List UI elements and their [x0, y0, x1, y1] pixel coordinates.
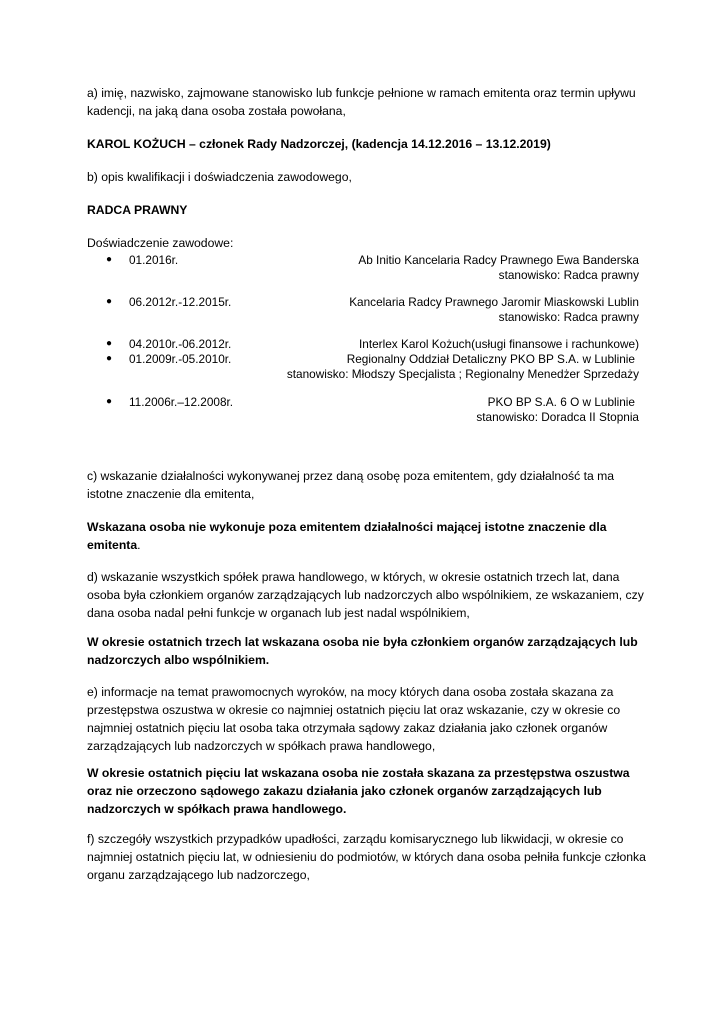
experience-position: stanowisko: Radca prawny: [498, 310, 639, 324]
experience-position-row: [87, 408, 639, 426]
bullet-icon: ●: [106, 338, 113, 349]
profession: RADCA PRAWNY: [87, 203, 188, 217]
section-f-question: f) szczegóły wszystkich przypadków upadłości, zarządu komisarycznego lub likwidacji, w okresie co najmniej ostatnich pięciu lat, w odniesieniu do podmiotów, w których dana osoba pełniła funkcje członka organu zarządzającego lub nadzorczego,: [87, 832, 646, 882]
section-a-question: a) imię, nazwisko, zajmowane stanowisko lub funkcje pełnione w ramach emitenta oraz termin upływu kadencji, na jaką dana osoba została powołana,: [87, 86, 636, 118]
section-b-question: b) opis kwalifikacji i doświadczenia zawodowego,: [87, 170, 352, 184]
experience-period: 01.2009r.-05.2010r.: [129, 352, 232, 366]
experience-position: stanowisko: Radca prawny: [498, 268, 639, 282]
experience-employer: Kancelaria Radcy Prawnego Jaromir Miaskowski Lublin: [349, 295, 639, 309]
section-c-answer-paragraph: [87, 518, 647, 554]
experience-period: 11.2006r.–12.2008r.: [129, 395, 234, 409]
experience-position-row: [87, 308, 639, 326]
bullet-icon: ●: [106, 353, 113, 364]
section-c-question: c) wskazanie działalności wykonywanej przez daną osobę poza emitentem, gdy działalność ta ma istotne znaczenie dla emitenta,: [87, 469, 615, 501]
section-d-question: d) wskazanie wszystkich spółek prawa handlowego, w których, w okresie ostatnich trzech lat, dana osoba była członkiem organów zarządzających lub nadzorczych albo wspólnikiem, ze wskazaniem, czy dana osoba nadal pełni funkcje w organach lub jest nadal wspólnikiem,: [87, 570, 644, 620]
experience-employer: Regionalny Oddział Detaliczny PKO BP S.A. w Lublinie: [346, 352, 635, 366]
section-a-answer: KAROL KOŻUCH – członek Rady Nadzorczej, (kadencja 14.12.2016 – 13.12.2019): [87, 137, 551, 151]
bullet-icon: ●: [106, 396, 113, 407]
experience-period: 06.2012r.-12.2015r.: [129, 295, 232, 309]
experience-employer: Interlex Karol Kożuch(usługi finansowe i rachunkowe): [359, 337, 639, 351]
experience-period: 01.2016r.: [129, 253, 179, 267]
section-c-answer: Wskazana osoba nie wykonuje poza emitentem działalności mającej istotne znaczenie dla emitenta: [87, 520, 607, 552]
bullet-icon: ●: [106, 254, 113, 265]
experience-position-row: [87, 266, 639, 284]
experience-employer: PKO BP S.A. 6 O w Lublinie: [487, 395, 635, 409]
experience-heading: Doświadczenie zawodowe:: [87, 236, 234, 250]
experience-position: stanowisko: Młodszy Specjalista ; Regionalny Menedżer Sprzedaży: [286, 367, 639, 381]
bullet-icon: ●: [106, 296, 113, 307]
experience-period: 04.2010r.-06.2012r.: [129, 337, 232, 351]
section-d-answer: W okresie ostatnich trzech lat wskazana osoba nie była członkiem organów zarządzających lub nadzorczych albo wspólnikiem.: [87, 635, 638, 667]
section-e-answer: W okresie ostatnich pięciu lat wskazana osoba nie została skazana za przestępstwa oszustwa oraz nie orzeczono sądowego zakazu działania jako członek organów zarządzających lub nadzorczych w spółkach prawa handlowego.: [87, 766, 630, 816]
section-c-answer-tail: .: [137, 538, 141, 552]
experience-position: stanowisko: Doradca II Stopnia: [476, 410, 639, 424]
experience-employer: Ab Initio Kancelaria Radcy Prawnego Ewa Banderska: [358, 253, 639, 267]
experience-position-row: [87, 365, 639, 383]
section-e-question: e) informacje na temat prawomocnych wyroków, na mocy których dana osoba została skazana za przestępstwa oszustwa w okresie co najmniej ostatnich pięciu lat oraz wskazanie, czy w okresie co najmniej ostatnich pięciu lat osoba taka otrzymała sądowy zakaz działania jako członek organów zarządzających lub nadzorczych w spółkach prawa handlowego,: [87, 685, 621, 753]
